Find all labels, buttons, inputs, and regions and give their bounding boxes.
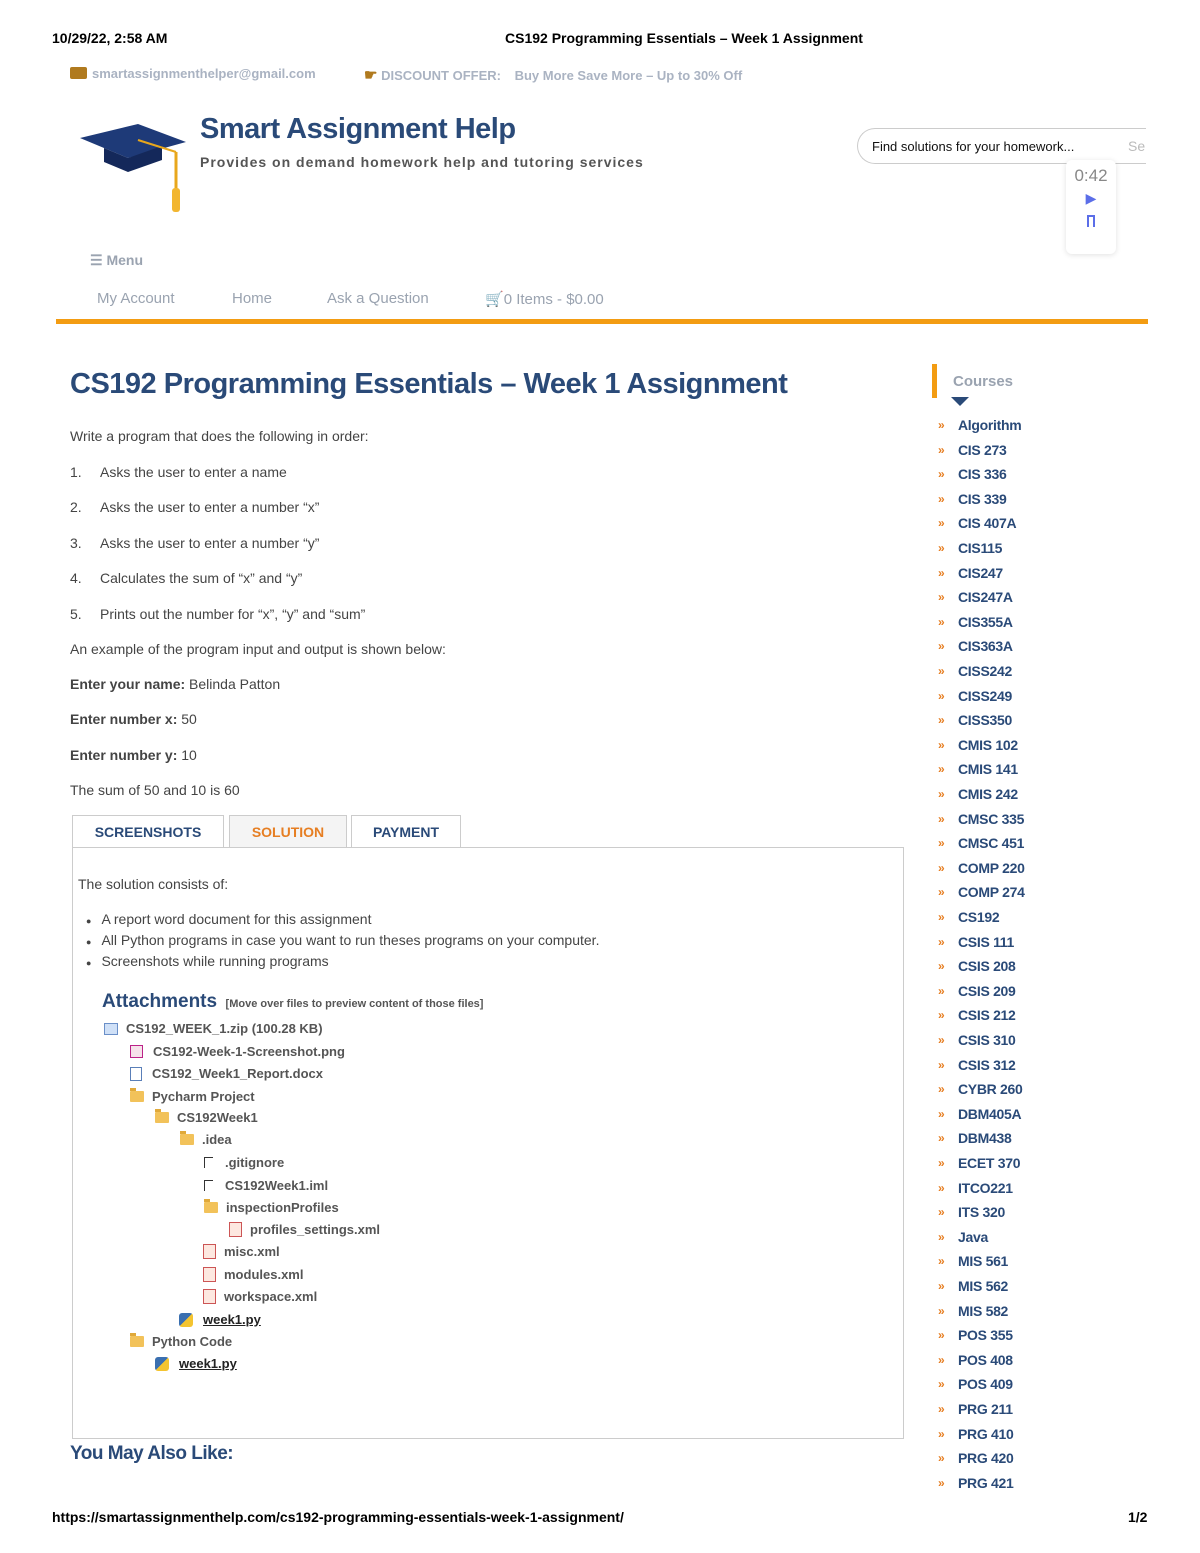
sidebar-item-label: CYBR 260 bbox=[958, 1081, 1023, 1098]
tree-file[interactable] bbox=[130, 1044, 345, 1059]
sidebar-item-course[interactable] bbox=[938, 884, 1025, 900]
double-chevron-icon: » bbox=[938, 885, 945, 900]
tree-label: CS192Week1.iml bbox=[225, 1178, 329, 1193]
sidebar-item-course[interactable] bbox=[938, 835, 1024, 851]
sidebar-item-course[interactable] bbox=[938, 737, 1018, 753]
nav-divider bbox=[56, 319, 1148, 324]
sidebar-item-course[interactable] bbox=[938, 1303, 1008, 1319]
tree-label: CS192Week1 bbox=[177, 1110, 258, 1125]
page-title: CS192 Programming Essentials – Week 1 Assignment bbox=[70, 368, 788, 400]
step-text: Calculates the sum of “x” and “y” bbox=[100, 570, 303, 586]
sidebar-item-label: CIS247 bbox=[958, 564, 1003, 581]
tab-solution[interactable]: SOLUTION bbox=[229, 815, 347, 847]
contact-email-text: smartassignmenthelper@gmail.com bbox=[92, 66, 316, 81]
sidebar-item-course[interactable] bbox=[938, 1204, 1005, 1220]
sidebar-item-course[interactable] bbox=[938, 1253, 1008, 1269]
step-number: 1. bbox=[70, 464, 82, 480]
example-name-line bbox=[70, 676, 280, 692]
discount-offer[interactable] bbox=[364, 66, 742, 84]
sidebar-item-course[interactable] bbox=[938, 712, 1012, 728]
nav-home-link[interactable]: Home bbox=[232, 290, 273, 307]
double-chevron-icon: » bbox=[938, 713, 945, 728]
sidebar-item-label: CMSC 451 bbox=[958, 835, 1025, 852]
caret-down-icon bbox=[951, 397, 969, 406]
folder-icon bbox=[130, 1336, 144, 1347]
sidebar-item-course[interactable] bbox=[938, 958, 1016, 974]
attachments-title: Attachments bbox=[102, 991, 218, 1012]
double-chevron-icon: » bbox=[938, 516, 945, 531]
step-item bbox=[70, 535, 319, 551]
attachments-hint: [Move over files to preview content of those files] bbox=[225, 998, 484, 1010]
step-number: 4. bbox=[70, 570, 82, 586]
sidebar-item-label: PRG 420 bbox=[958, 1450, 1014, 1467]
print-datetime: 10/29/22, 2:58 AM bbox=[52, 30, 168, 46]
video-widget bbox=[1066, 160, 1116, 254]
tree-label: profiles_settings.xml bbox=[250, 1222, 381, 1237]
tab-payment[interactable]: PAYMENT bbox=[351, 815, 461, 847]
site-tagline: Provides on demand homework help and tutoring services bbox=[200, 154, 644, 170]
sidebar-item-label: CSIS 208 bbox=[958, 958, 1016, 975]
double-chevron-icon: » bbox=[938, 860, 945, 875]
double-chevron-icon: » bbox=[938, 934, 945, 949]
tree-file[interactable] bbox=[203, 1267, 303, 1282]
python-file-icon bbox=[155, 1357, 169, 1371]
sidebar-item-label: MIS 562 bbox=[958, 1278, 1009, 1294]
sidebar-item-label: CIS363A bbox=[958, 638, 1013, 655]
step-item bbox=[70, 570, 302, 586]
envelope-icon bbox=[70, 67, 87, 79]
sidebar-item-label: PRG 211 bbox=[958, 1401, 1013, 1417]
sidebar-item-course[interactable] bbox=[938, 1475, 1014, 1491]
contact-email[interactable] bbox=[70, 66, 316, 81]
tree-label: CS192_WEEK_1.zip (100.28 KB) bbox=[126, 1021, 323, 1036]
step-number: 3. bbox=[70, 535, 82, 551]
folder-icon bbox=[130, 1091, 144, 1102]
search-button[interactable]: Se bbox=[1113, 128, 1146, 164]
hand-pointer-icon: ☛ bbox=[364, 67, 378, 84]
nav-ask-link[interactable]: Ask a Question bbox=[327, 290, 429, 307]
graduation-cap-icon bbox=[76, 118, 188, 216]
double-chevron-icon: » bbox=[938, 565, 945, 580]
xml-file-icon bbox=[203, 1267, 216, 1282]
image-file-icon bbox=[130, 1045, 143, 1058]
tree-file[interactable] bbox=[155, 1356, 237, 1371]
tree-label: misc.xml bbox=[224, 1244, 280, 1259]
example-value: 10 bbox=[177, 747, 197, 763]
sidebar-item-label: CISS350 bbox=[958, 712, 1012, 729]
nav-cart[interactable] bbox=[485, 290, 604, 308]
double-chevron-icon: » bbox=[938, 664, 945, 678]
cart-icon: 🛒 bbox=[485, 291, 504, 308]
tab-screenshots[interactable]: SCREENSHOTS bbox=[72, 815, 224, 847]
sidebar-item-label: CIS247A bbox=[958, 589, 1013, 606]
menu-label: Menu bbox=[106, 252, 144, 268]
sidebar-item-course[interactable] bbox=[938, 663, 1012, 679]
tree-file[interactable] bbox=[179, 1312, 261, 1327]
sidebar-item-label: Algorithm bbox=[958, 417, 1022, 433]
double-chevron-icon: » bbox=[938, 910, 945, 924]
double-chevron-icon: » bbox=[938, 1402, 945, 1416]
step-number: 5. bbox=[70, 606, 82, 622]
nav-home[interactable] bbox=[232, 290, 272, 308]
sidebar-item-label: MIS 582 bbox=[958, 1302, 1009, 1319]
sidebar-item-label: CIS 273 bbox=[958, 441, 1007, 458]
tree-link[interactable]: week1.py bbox=[179, 1356, 237, 1371]
sidebar-item-course[interactable] bbox=[938, 589, 1013, 605]
sidebar-item-course[interactable] bbox=[938, 442, 1007, 458]
double-chevron-icon: » bbox=[938, 639, 945, 654]
sidebar-item-course[interactable] bbox=[938, 614, 1013, 630]
tree-link[interactable]: week1.py bbox=[203, 1312, 261, 1327]
sidebar-item-course[interactable] bbox=[938, 1057, 1016, 1073]
sidebar-item-label: POS 355 bbox=[958, 1327, 1013, 1344]
double-chevron-icon: » bbox=[938, 1205, 945, 1220]
play-icon[interactable]: ▶ bbox=[1085, 190, 1097, 206]
solution-bullet: ● All Python programs in case you want to run theses programs on your computer. bbox=[86, 932, 600, 948]
example-label: Enter number y: bbox=[70, 747, 178, 763]
also-like-heading: You May Also Like: bbox=[70, 1443, 234, 1464]
tree-file[interactable] bbox=[204, 1155, 284, 1170]
cart-summary: 0 Items - $0.00 bbox=[503, 291, 604, 308]
tree-zip[interactable] bbox=[104, 1021, 323, 1036]
tree-folder[interactable] bbox=[155, 1110, 258, 1125]
solution-bullet-text: A report word document for this assignment bbox=[101, 911, 372, 927]
double-chevron-icon: » bbox=[938, 1451, 945, 1466]
site-title[interactable]: Smart Assignment Help bbox=[200, 113, 516, 145]
double-chevron-icon: » bbox=[938, 1180, 945, 1195]
tree-label: Pycharm Project bbox=[152, 1089, 255, 1104]
sidebar-item-label: Java bbox=[958, 1228, 988, 1245]
sidebar-item-course[interactable] bbox=[938, 1376, 1013, 1392]
step-text: Asks the user to enter a number “y” bbox=[100, 535, 320, 551]
tree-file[interactable] bbox=[203, 1289, 317, 1304]
double-chevron-icon: » bbox=[938, 1033, 945, 1047]
sidebar-item-course[interactable] bbox=[938, 860, 1025, 876]
sidebar-item-course[interactable] bbox=[938, 540, 1002, 556]
example-sum-line: The sum of 50 and 10 is 60 bbox=[70, 782, 240, 798]
double-chevron-icon: » bbox=[938, 1254, 945, 1269]
tree-label: CS192-Week-1-Screenshot.png bbox=[153, 1044, 345, 1059]
solution-intro: The solution consists of: bbox=[78, 876, 229, 892]
folder-icon bbox=[155, 1112, 169, 1123]
double-chevron-icon: » bbox=[938, 491, 945, 506]
folder-icon bbox=[180, 1134, 194, 1145]
sidebar-accent-bar bbox=[932, 364, 937, 398]
sidebar-item-label: ECET 370 bbox=[958, 1155, 1021, 1171]
tree-folder[interactable] bbox=[130, 1334, 232, 1349]
menu-toggle[interactable] bbox=[90, 252, 143, 269]
sidebar-item-label: DBM405A bbox=[958, 1105, 1022, 1122]
step-item bbox=[70, 499, 319, 515]
sidebar-item-course[interactable] bbox=[938, 565, 1003, 581]
sidebar-item-course[interactable] bbox=[938, 1327, 1013, 1343]
sidebar-item-course[interactable] bbox=[938, 417, 1021, 433]
double-chevron-icon: » bbox=[938, 1106, 945, 1121]
xml-file-icon bbox=[203, 1289, 216, 1304]
sidebar-item-label: CMIS 141 bbox=[958, 761, 1018, 778]
sidebar-item-label: POS 408 bbox=[958, 1351, 1013, 1368]
sidebar-item-label: CIS115 bbox=[958, 540, 1003, 556]
sidebar-item-course[interactable] bbox=[938, 1278, 1008, 1294]
tree-file[interactable] bbox=[203, 1244, 280, 1259]
sidebar-item-course[interactable] bbox=[938, 983, 1016, 999]
example-label: Enter your name: bbox=[70, 676, 186, 692]
xml-file-icon bbox=[203, 1244, 216, 1259]
example-label: Enter number x: bbox=[70, 711, 178, 727]
step-item bbox=[70, 464, 287, 480]
sidebar-item-course[interactable] bbox=[938, 1155, 1020, 1171]
sidebar-item-course[interactable] bbox=[938, 1426, 1014, 1442]
solution-bullet-text: Screenshots while running programs bbox=[101, 953, 329, 969]
nav-my-account-link[interactable]: My Account bbox=[97, 290, 175, 307]
hamburger-icon: ☰ bbox=[90, 252, 103, 268]
double-chevron-icon: » bbox=[938, 836, 945, 851]
blank-file-icon bbox=[204, 1180, 213, 1191]
double-chevron-icon: » bbox=[938, 1156, 945, 1170]
sidebar-item-course[interactable] bbox=[938, 466, 1007, 482]
xml-file-icon bbox=[229, 1222, 242, 1237]
double-chevron-icon: » bbox=[938, 983, 945, 998]
sidebar-item-label: MIS 561 bbox=[958, 1253, 1009, 1270]
sidebar-item-course[interactable] bbox=[938, 688, 1012, 704]
double-chevron-icon: » bbox=[938, 614, 945, 629]
search-input[interactable]: Find solutions for your homework... bbox=[857, 128, 1113, 164]
double-chevron-icon: » bbox=[938, 959, 945, 974]
tree-label: workspace.xml bbox=[224, 1289, 318, 1304]
sidebar-item-label: CS192 bbox=[958, 909, 1000, 925]
sidebar-item-label: ITS 320 bbox=[958, 1204, 1005, 1221]
sidebar-item-label: PRG 410 bbox=[958, 1425, 1014, 1442]
sidebar-item-course[interactable] bbox=[938, 1352, 1013, 1368]
tree-file[interactable] bbox=[130, 1066, 323, 1081]
sidebar-item-course[interactable] bbox=[938, 811, 1024, 827]
sidebar-item-course[interactable] bbox=[938, 638, 1013, 654]
print-page-number: 1/2 bbox=[1128, 1509, 1148, 1525]
sidebar-item-course[interactable] bbox=[938, 1007, 1016, 1023]
double-chevron-icon: » bbox=[938, 1328, 945, 1343]
bookmark-icon[interactable] bbox=[1087, 215, 1095, 227]
print-doc-title: CS192 Programming Essentials – Week 1 Assignment bbox=[505, 30, 863, 46]
double-chevron-icon: » bbox=[938, 1377, 945, 1392]
double-chevron-icon: » bbox=[938, 762, 945, 777]
python-file-icon bbox=[179, 1313, 193, 1327]
double-chevron-icon: » bbox=[938, 1229, 945, 1244]
double-chevron-icon: » bbox=[938, 541, 945, 555]
tree-folder[interactable] bbox=[204, 1200, 339, 1215]
sidebar-item-course[interactable] bbox=[938, 786, 1018, 802]
sidebar-item-label: CIS 407A bbox=[958, 515, 1017, 532]
sidebar-item-label: DBM438 bbox=[958, 1130, 1012, 1147]
double-chevron-icon: » bbox=[938, 1057, 945, 1072]
sidebar-item-label: CISS242 bbox=[958, 663, 1012, 679]
sidebar-item-course[interactable] bbox=[938, 1081, 1023, 1097]
print-url: https://smartassignmenthelp.com/cs192-programming-essentials-week-1-assignment/ bbox=[52, 1509, 624, 1525]
sidebar-item-course[interactable] bbox=[938, 515, 1016, 531]
sidebar-item-label: CSIS 209 bbox=[958, 982, 1016, 999]
sidebar-item-label: POS 409 bbox=[958, 1376, 1013, 1393]
double-chevron-icon: » bbox=[938, 1303, 945, 1318]
sidebar-item-label: CSIS 111 bbox=[958, 933, 1014, 950]
step-text: Asks the user to enter a name bbox=[100, 464, 287, 480]
sidebar-item-label: ITCO221 bbox=[958, 1179, 1013, 1196]
sidebar-item-label: COMP 220 bbox=[958, 859, 1025, 876]
graduation-cap-logo[interactable] bbox=[76, 118, 188, 216]
attachments-header bbox=[102, 991, 483, 1013]
step-text: Asks the user to enter a number “x” bbox=[100, 499, 320, 515]
sidebar-item-label: CIS355A bbox=[958, 613, 1013, 630]
zip-icon bbox=[104, 1023, 118, 1035]
tree-label: .idea bbox=[202, 1132, 232, 1147]
tree-label: CS192_Week1_Report.docx bbox=[152, 1066, 324, 1081]
double-chevron-icon: » bbox=[938, 418, 945, 432]
offer-text: Buy More Save More – Up to 30% Off bbox=[514, 68, 743, 83]
sidebar-item-label: CISS249 bbox=[958, 687, 1012, 704]
tree-file[interactable] bbox=[204, 1178, 328, 1193]
sidebar-item-label: CSIS 212 bbox=[958, 1007, 1016, 1024]
sidebar-item-course[interactable] bbox=[938, 1401, 1013, 1417]
solution-bullet: ● Screenshots while running programs bbox=[86, 953, 329, 969]
double-chevron-icon: » bbox=[938, 737, 945, 752]
video-time: 0:42 bbox=[1074, 166, 1108, 185]
double-chevron-icon: » bbox=[938, 467, 945, 482]
double-chevron-icon: » bbox=[938, 811, 945, 826]
sidebar-item-course[interactable] bbox=[938, 934, 1014, 950]
example-x-line bbox=[70, 711, 197, 727]
sidebar-item-course[interactable] bbox=[938, 1180, 1013, 1196]
double-chevron-icon: » bbox=[938, 787, 945, 801]
sidebar-item-label: CMSC 335 bbox=[958, 810, 1025, 827]
folder-icon bbox=[204, 1202, 218, 1213]
sidebar-item-label: CSIS 310 bbox=[958, 1032, 1016, 1048]
double-chevron-icon: » bbox=[938, 1475, 945, 1490]
sidebar-item-label: CIS 339 bbox=[958, 490, 1007, 507]
word-doc-icon bbox=[130, 1067, 142, 1081]
sidebar-item-label: PRG 421 bbox=[958, 1474, 1014, 1491]
sidebar-item-label: CIS 336 bbox=[958, 466, 1007, 483]
tree-label: inspectionProfiles bbox=[226, 1200, 339, 1215]
sidebar-item-course[interactable] bbox=[938, 1130, 1011, 1146]
double-chevron-icon: » bbox=[938, 442, 945, 457]
double-chevron-icon: » bbox=[938, 1426, 945, 1441]
tree-folder[interactable] bbox=[180, 1132, 232, 1147]
step-text: Prints out the number for “x”, “y” and “sum” bbox=[100, 606, 366, 622]
nav-ask-question[interactable] bbox=[327, 290, 429, 308]
double-chevron-icon: » bbox=[938, 1352, 945, 1367]
example-y-line bbox=[70, 747, 197, 763]
sidebar-item-course[interactable] bbox=[938, 1106, 1021, 1122]
tree-label: .gitignore bbox=[225, 1155, 285, 1170]
step-number: 2. bbox=[70, 499, 82, 515]
double-chevron-icon: » bbox=[938, 1279, 945, 1293]
double-chevron-icon: » bbox=[938, 1082, 945, 1097]
sidebar-item-course[interactable] bbox=[938, 1229, 988, 1245]
solution-bullet: ● A report word document for this assignment bbox=[86, 911, 372, 927]
sidebar-item-course[interactable] bbox=[938, 491, 1007, 507]
offer-label: DISCOUNT OFFER: bbox=[381, 68, 501, 83]
sidebar-item-course[interactable] bbox=[938, 1032, 1016, 1048]
nav-my-account[interactable] bbox=[97, 290, 175, 308]
tree-file[interactable] bbox=[229, 1222, 380, 1237]
sidebar-item-course[interactable] bbox=[938, 909, 999, 925]
example-value: Belinda Patton bbox=[185, 676, 281, 692]
solution-bullet-text: All Python programs in case you want to run theses programs on your computer. bbox=[101, 932, 600, 948]
step-item bbox=[70, 606, 365, 622]
example-intro: An example of the program input and output is shown below: bbox=[70, 641, 446, 657]
sidebar-item-label: CSIS 312 bbox=[958, 1056, 1016, 1073]
example-value: 50 bbox=[177, 711, 197, 727]
double-chevron-icon: » bbox=[938, 590, 945, 605]
intro-text: Write a program that does the following in order: bbox=[70, 428, 369, 444]
double-chevron-icon: » bbox=[938, 1008, 945, 1023]
sidebar-heading: Courses bbox=[953, 373, 1014, 390]
double-chevron-icon: » bbox=[938, 1131, 945, 1146]
double-chevron-icon: » bbox=[938, 688, 945, 703]
sidebar-item-course[interactable] bbox=[938, 1450, 1014, 1466]
blank-file-icon bbox=[204, 1157, 213, 1168]
tree-label: modules.xml bbox=[224, 1267, 304, 1282]
sidebar-item-label: COMP 274 bbox=[958, 884, 1025, 901]
sidebar-item-course[interactable] bbox=[938, 761, 1018, 777]
sidebar-item-label: CMIS 242 bbox=[958, 786, 1018, 802]
tree-folder[interactable] bbox=[130, 1089, 255, 1104]
sidebar-item-label: CMIS 102 bbox=[958, 736, 1018, 753]
tree-label: Python Code bbox=[152, 1334, 233, 1349]
